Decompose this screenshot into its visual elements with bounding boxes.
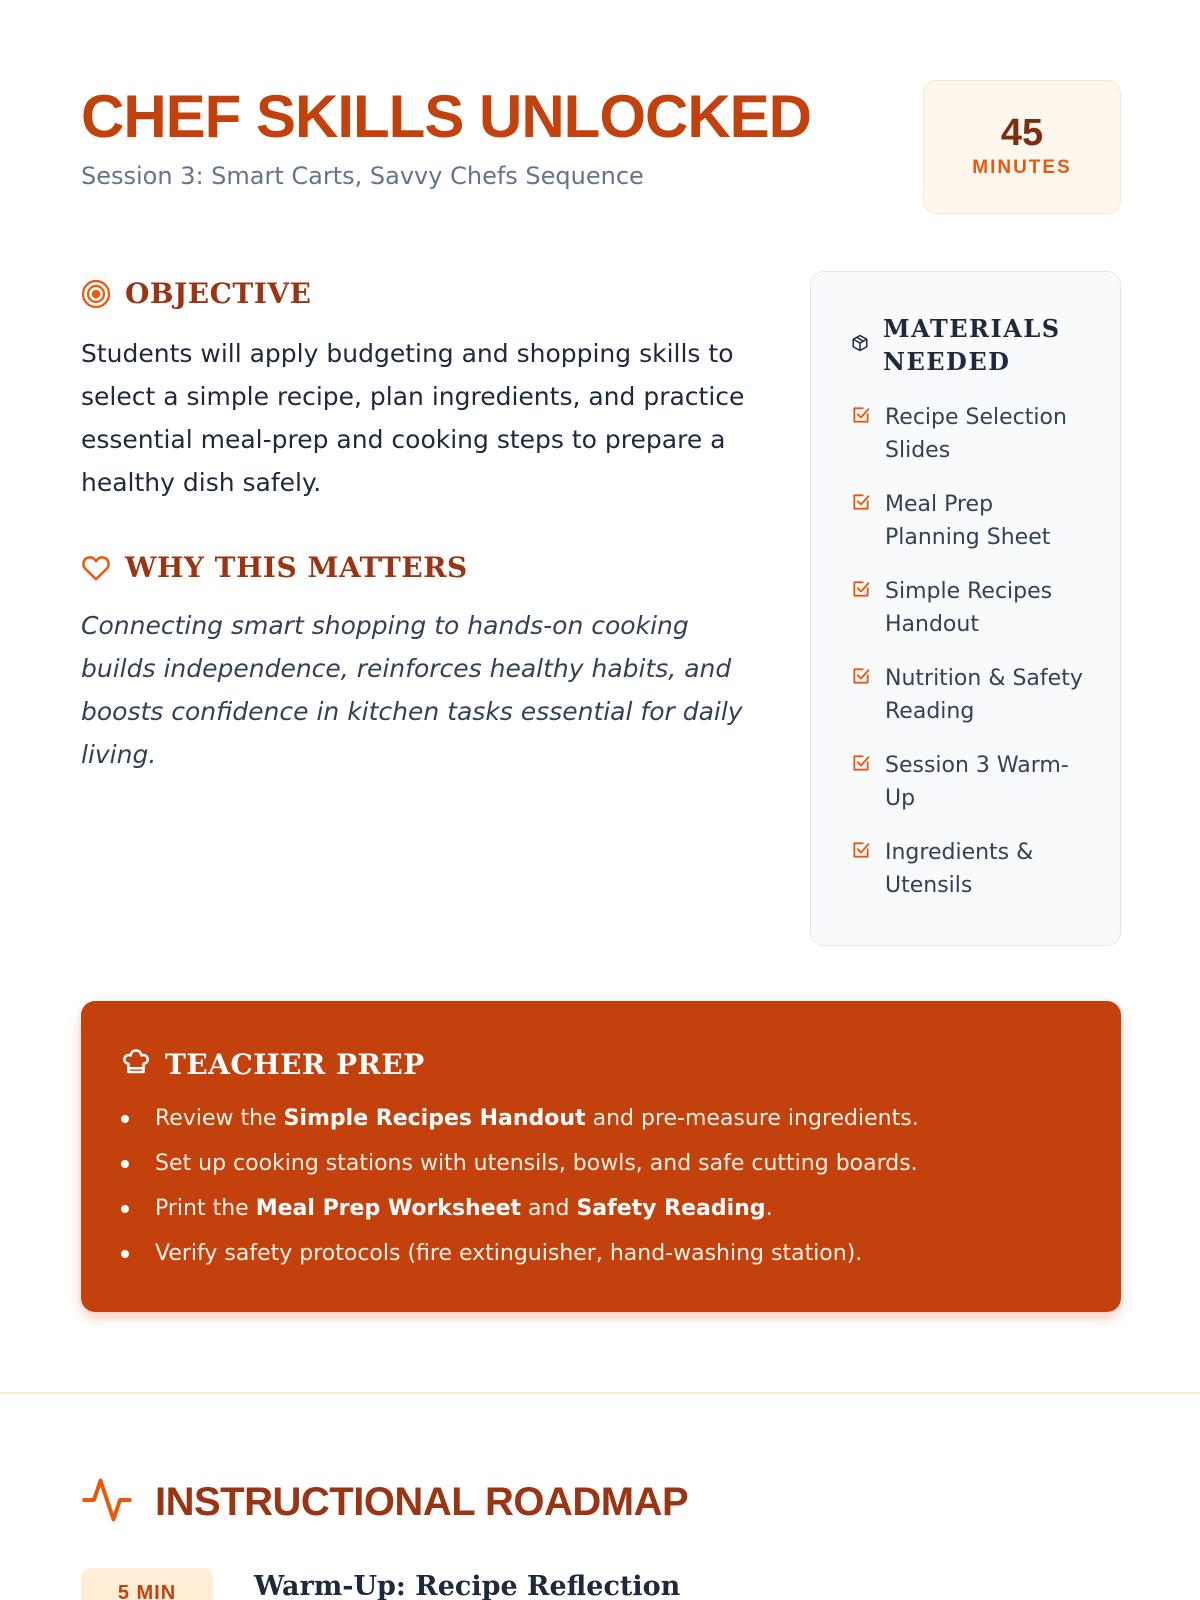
list-item (121, 1101, 919, 1146)
why-title: WHY THIS MATTERS (125, 551, 468, 584)
material-label: Ingredients & Utensils (885, 840, 1034, 898)
material-label: Nutrition & Safety Reading (885, 666, 1083, 724)
page-header (81, 80, 1121, 220)
list-item (851, 749, 1091, 836)
why-heading (81, 551, 468, 584)
prep-text: Verify safety protocols (fire extinguisher, hand-washing station). (155, 1241, 863, 1266)
duration-unit: MINUTES (972, 157, 1072, 178)
teacher-prep-title: TEACHER PREP (165, 1047, 425, 1081)
list-item (851, 488, 1091, 575)
list-item (851, 662, 1091, 749)
roadmap-title: INSTRUCTIONAL ROADMAP (155, 1479, 689, 1524)
checkbox-icon (851, 662, 871, 690)
checkbox-icon (851, 401, 871, 429)
list-item (851, 836, 1091, 923)
prep-text: and pre-measure ingredients. (585, 1106, 919, 1131)
teacher-prep-panel (81, 1001, 1121, 1312)
duration-value: 45 (1000, 112, 1044, 154)
checkbox-icon (851, 836, 871, 864)
step-title: Warm-Up: Recipe Reflection (254, 1571, 681, 1600)
target-icon (81, 279, 111, 309)
materials-heading (851, 312, 1061, 378)
prep-emphasis: Meal Prep Worksheet (255, 1196, 522, 1221)
list-item (121, 1236, 919, 1281)
prep-text: . (765, 1196, 773, 1221)
objective-text: Students will apply budgeting and shopping skills to select a simple recipe, plan ingredients, and practice essential meal-prep and cooking steps to prepare a healthy dish safely. (81, 339, 745, 497)
materials-list (851, 401, 1091, 923)
list-item (121, 1146, 919, 1191)
roadmap-heading (81, 1474, 688, 1530)
materials-card (810, 271, 1121, 946)
prep-emphasis: Safety Reading (576, 1196, 766, 1221)
list-item (121, 1191, 919, 1236)
activity-icon (81, 1474, 133, 1530)
prep-emphasis: Simple Recipes Handout (283, 1106, 586, 1131)
page-title: CHEF SKILLS UNLOCKED (81, 83, 811, 150)
objective-title: OBJECTIVE (125, 277, 312, 310)
prep-text: Print the (155, 1196, 256, 1221)
materials-title: MATERIALS NEEDED (883, 314, 1061, 376)
checkbox-icon (851, 749, 871, 777)
material-label: Session 3 Warm-Up (885, 753, 1069, 811)
duration-badge (923, 80, 1121, 214)
chef-hat-icon (121, 1047, 151, 1081)
package-icon (851, 334, 869, 356)
prep-text: Set up cooking stations with utensils, bowls, and safe cutting boards. (155, 1151, 918, 1176)
checkbox-icon (851, 575, 871, 603)
material-label: Meal Prep Planning Sheet (885, 492, 1051, 550)
why-text: Connecting smart shopping to hands-on cooking builds independence, reinforces healthy habits, and boosts confidence in kitchen tasks essential for daily living. (81, 611, 743, 769)
section-divider (0, 1392, 1200, 1394)
heart-icon (81, 554, 111, 582)
step-duration-badge: 5 MIN (81, 1568, 213, 1600)
list-item (851, 575, 1091, 662)
prep-text: Review the (155, 1106, 284, 1131)
material-label: Recipe Selection Slides (885, 405, 1067, 463)
material-label: Simple Recipes Handout (885, 579, 1053, 637)
list-item (851, 401, 1091, 488)
teacher-prep-heading (121, 1047, 425, 1081)
teacher-prep-list (121, 1101, 919, 1281)
checkbox-icon (851, 488, 871, 516)
page-subtitle: Session 3: Smart Carts, Savvy Chefs Sequence (81, 162, 644, 190)
objective-heading (81, 277, 311, 310)
prep-text: and (521, 1196, 577, 1221)
